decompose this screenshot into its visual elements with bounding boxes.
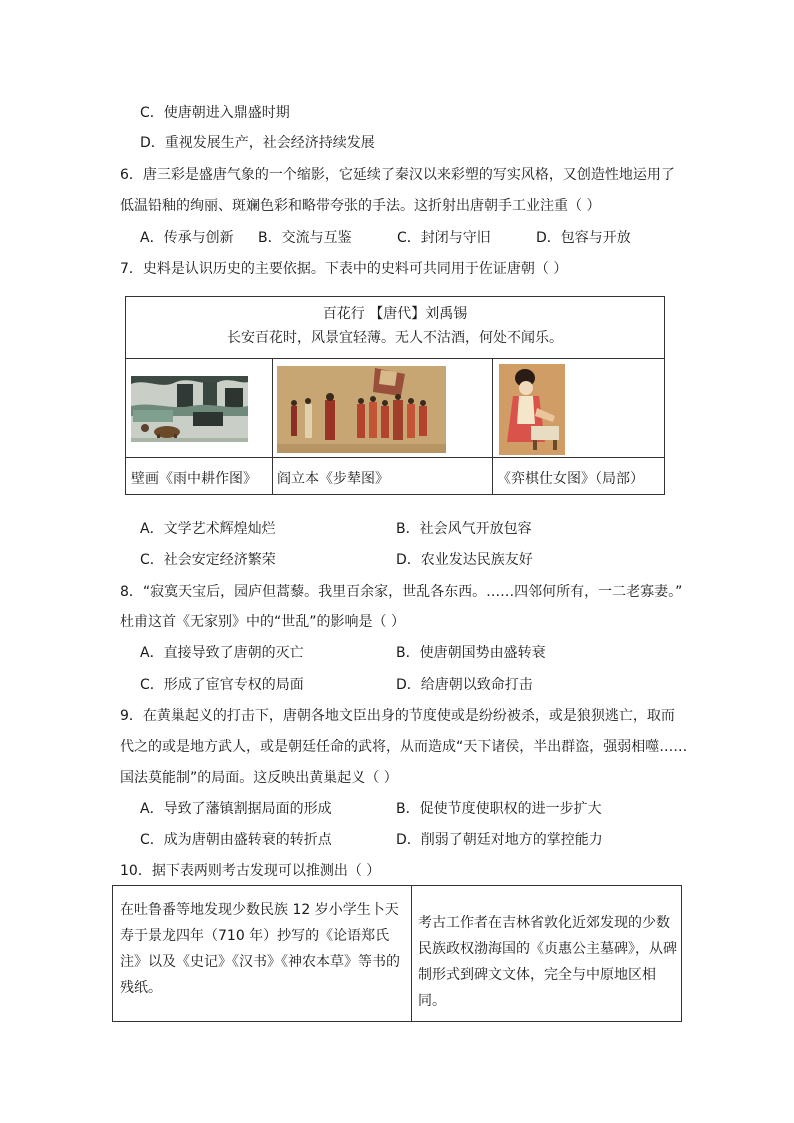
table-divider <box>411 886 412 1021</box>
table-divider <box>126 457 664 458</box>
poem-title: 百花行 【唐代】刘禹锡 <box>322 306 468 322</box>
q9-option-b: B．促使节度使职权的进一步扩大 <box>396 801 602 817</box>
q10-left-line: 在吐鲁番等地发现少数民族 12 岁小学生卜天 <box>120 902 399 918</box>
q8-option-c: C．形成了宦官专权的局面 <box>140 677 304 693</box>
caption-bunian: 阎立本《步辇图》 <box>277 471 389 487</box>
q9-stem-line1: 9．在黄巢起义的打击下，唐朝各地文臣出身的节度使或是纷纷被杀，或是狼狈逃亡，取而 <box>120 708 675 724</box>
table-divider <box>492 358 493 495</box>
q6-option-a: A．传承与创新 <box>140 230 234 246</box>
q7-option-d: D．农业发达民族友好 <box>396 552 533 568</box>
q6-option-c: C．封闭与守旧 <box>397 230 491 246</box>
poem-cell <box>126 297 664 359</box>
q8-stem-line2: 杜甫这首《无家别》中的“世乱”的影响是（ ） <box>120 614 405 630</box>
q6-option-b: B．交流与互鉴 <box>258 230 352 246</box>
q7-option-b: B．社会风气开放包容 <box>396 521 532 537</box>
caption-mural: 壁画《雨中耕作图》 <box>131 471 257 487</box>
table-divider <box>272 358 273 495</box>
q6-option-d: D．包容与开放 <box>536 230 631 246</box>
q10-stem: 10．据下表两则考古发现可以推测出（ ） <box>120 863 381 879</box>
q10-right-cell <box>418 910 681 1014</box>
q10-left-line: 残纸。 <box>120 980 162 996</box>
q8-stem-line1: 8．“寂寞天宝后，园庐但蒿藜。我里百余家，世乱各东西。……四邻何所有，一二老寡妻。” <box>120 584 683 600</box>
q9-stem-line3: 国法莫能制”的局面。这反映出黄巢起义（ ） <box>120 770 398 786</box>
q7-source-table <box>125 296 665 495</box>
q10-right-line: 制形式到碑文文体，完全与中原地区相同。 <box>418 967 656 1009</box>
q8-option-b: B．使唐朝国势由盛转衰 <box>396 645 546 661</box>
weiqi-lady-image <box>499 364 565 455</box>
q6-stem-line1: 6．唐三彩是盛唐气象的一个缩影，它延续了秦汉以来彩塑的写实风格，又创造性地运用了 <box>120 167 675 183</box>
caption-weiqi: 《弈棋仕女图》（局部） <box>497 471 644 487</box>
q6-stem-line2: 低温铅釉的绚丽、斑斓色彩和略带夸张的手法。这折射出唐朝手工业注重（ ） <box>120 198 601 214</box>
q10-left-line: 寿于景龙四年（710 年）抄写的《论语郑氏 <box>120 928 390 944</box>
q9-option-c: C．成为唐朝由盛转衰的转折点 <box>140 832 332 848</box>
q8-option-a: A．直接导致了唐朝的灭亡 <box>140 645 304 661</box>
q8-option-d: D．给唐朝以致命打击 <box>396 677 533 693</box>
q10-archaeology-table <box>112 885 682 1022</box>
q7-option-a: A．文学艺术辉煌灿烂 <box>140 521 276 537</box>
q9-option-d: D．削弱了朝廷对地方的掌控能力 <box>396 832 603 848</box>
poem-verse: 长安百花时，风景宜轻薄。无人不沽酒，何处不闻乐。 <box>227 330 563 346</box>
q10-left-line: 注》以及《史记》《汉书》《神农本草》等书的 <box>120 954 400 970</box>
q7-option-c: C．社会安定经济繁荣 <box>140 552 276 568</box>
q10-left-cell <box>120 897 400 1001</box>
q5-option-c: C．使唐朝进入鼎盛时期 <box>140 105 290 121</box>
bunian-painting-image <box>277 366 446 453</box>
q10-right-line: 民族政权渤海国的《贞惠公主墓碑》，从碑 <box>418 941 677 957</box>
q9-stem-line2: 代之的或是地方武人，或是朝廷任命的武将，从而造成“天下诸侯，半出群盗，强弱相噬…… <box>120 739 688 755</box>
q7-stem: 7．史料是认识历史的主要依据。下表中的史料可共同用于佐证唐朝（ ） <box>120 261 568 277</box>
mural-farming-image <box>131 376 248 442</box>
q5-option-d: D．重视发展生产，社会经济持续发展 <box>140 135 375 151</box>
q9-option-a: A．导致了藩镇割据局面的形成 <box>140 801 332 817</box>
q10-right-line: 考古工作者在吉林省敦化近郊发现的少数 <box>418 915 670 931</box>
